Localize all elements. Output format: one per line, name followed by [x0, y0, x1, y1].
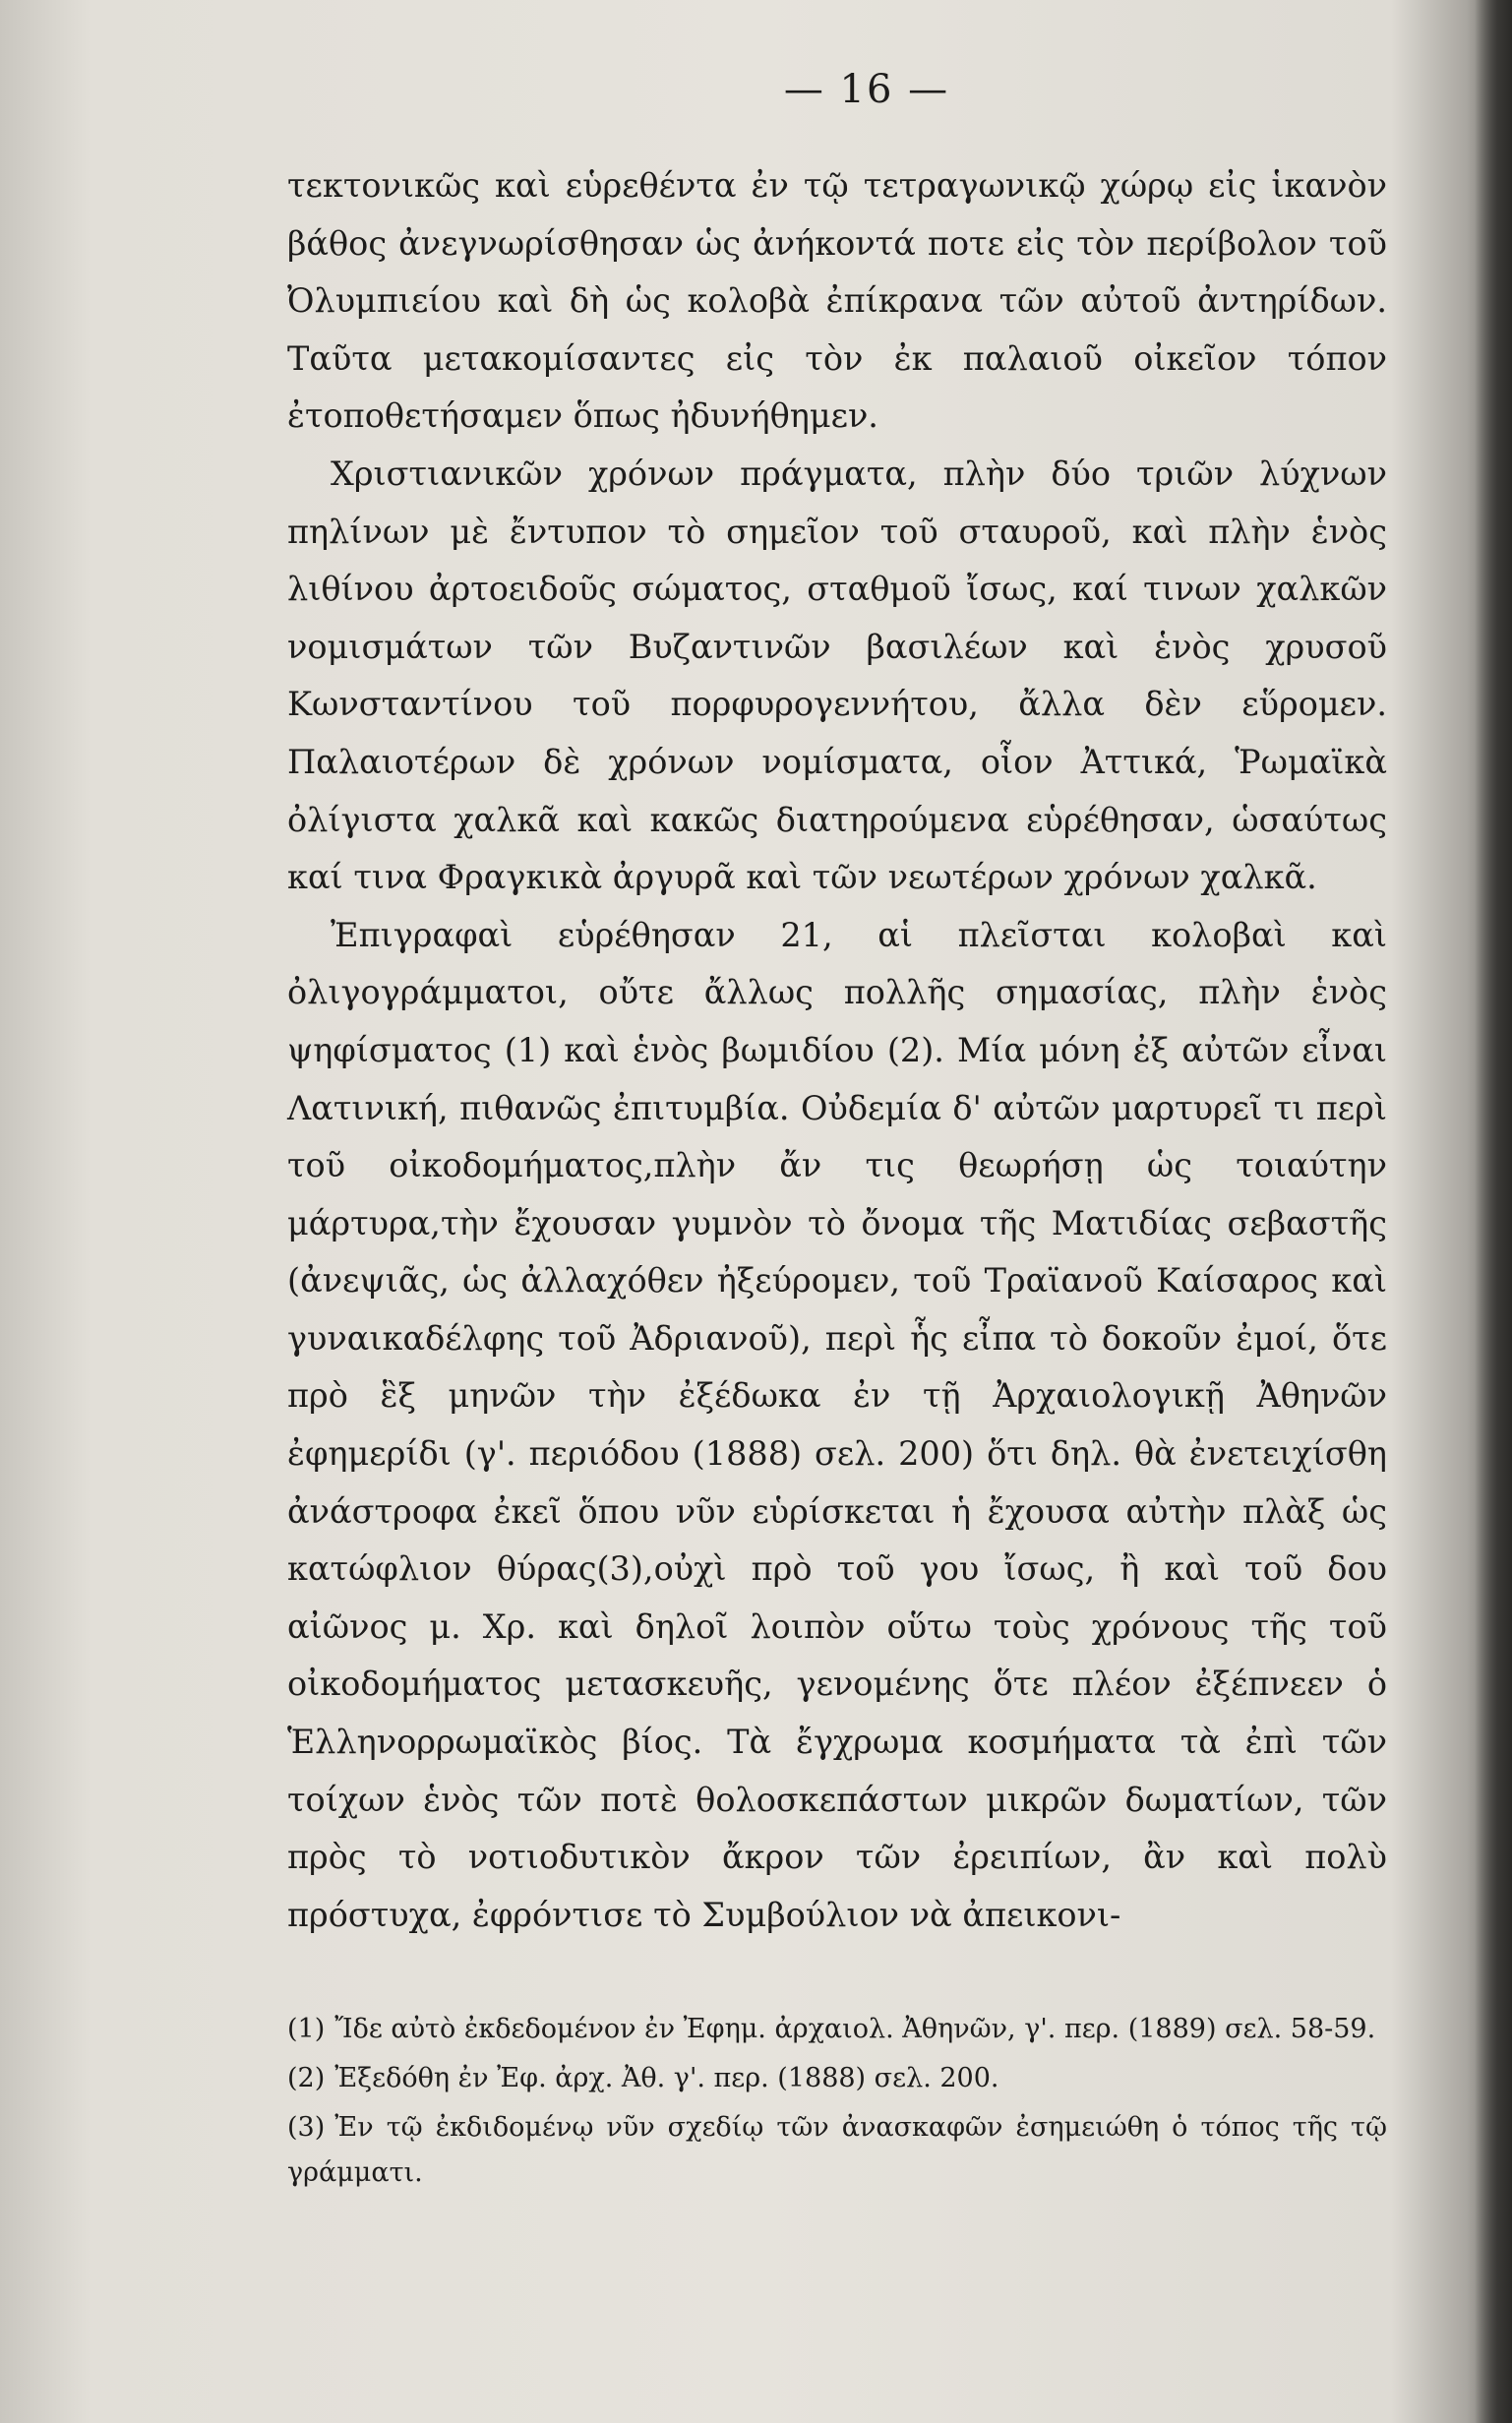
page-number: — 16 —: [783, 67, 950, 112]
footnotes: [287, 2007, 1387, 2196]
footnote-mark: (1): [287, 2014, 326, 2045]
paragraph-2: Χριστιανικῶν χρόνων πράγματα, πλὴν δύο τριῶν λύχνων πηλίνων μὲ ἔντυπον τὸ σημεῖον τοῦ σταυροῦ, καὶ πλὴν ἑνὸς λιθίνου ἀρτοειδοῦς σώματος, σταθμοῦ ἴσως, καί τινων χαλκῶν νομισμάτων τῶν Βυζαντινῶν βασιλέων καὶ ἑνὸς χρυσοῦ Κωνσταντίνου τοῦ πορφυρογεννήτου, ἄλλα δὲν εὕρομεν. Παλαιοτέρων δὲ χρόνων νομίσματα, οἷον Ἀττικά, Ῥωμαϊκὰ ὀλίγιστα χαλκᾶ καὶ κακῶς διατηρούμενα εὑρέθησαν, ὡσαύτως καί τινα Φραγκικὰ ἀργυρᾶ καὶ τῶν νεωτέρων χρόνων χαλκᾶ.: [287, 454, 1387, 897]
footnote-mark: (3): [287, 2112, 326, 2144]
footnote-text: Ἐν τῷ ἐκδιδομένῳ νῦν σχεδίῳ τῶν ἀνασκαφῶν ἐσημειώθη ὁ τόπος τῆς τῷ γράμματι.: [287, 2112, 1387, 2189]
page-content: [287, 61, 1387, 2200]
footnote-2: [287, 2056, 1387, 2101]
footnote-mark: (2): [287, 2063, 326, 2094]
footnote-3: [287, 2105, 1387, 2196]
body-text: [287, 157, 1387, 1944]
paragraph-3: Ἐπιγραφαὶ εὑρέθησαν 21, αἱ πλεῖσται κολοβαὶ καὶ ὀλιγογράμματοι, οὔτε ἄλλως πολλῆς σημασίας, πλὴν ἑνὸς ψηφίσματος (1) καὶ ἑνὸς βωμιδίου (2). Μία μόνη ἐξ αὐτῶν εἶναι Λατινική, πιθανῶς ἐπιτυμβία. Οὐδεμία δ' αὐτῶν μαρτυρεῖ τι περὶ τοῦ οἰκοδομήματος,πλὴν ἄν τις θεωρήσῃ ὡς τοιαύτην μάρτυρα,τὴν ἔχουσαν γυμνὸν τὸ ὄνομα τῆς Ματιδίας σεβαστῆς (ἀνεψιᾶς, ὡς ἀλλαχόθεν ἠξεύρομεν, τοῦ Τραϊανοῦ Καίσαρος καὶ γυναικαδέλφης τοῦ Ἀδριανοῦ), περὶ ἧς εἶπα τὸ δοκοῦν ἐμοί, ὅτε πρὸ ἓξ μηνῶν τὴν ἐξέδωκα ἐν τῇ Ἀρχαιολογικῇ Ἀθηνῶν ἐφημερίδι (γ'. περιόδου (1888) σελ. 200) ὅτι δηλ. θὰ ἐνετειχίσθη ἀνάστροφα ἐκεῖ ὅπου νῦν εὑρίσκεται ἡ ἔχουσα αὐτὴν πλὰξ ὡς κατώφλιον θύρας(3),οὐχὶ πρὸ τοῦ γου ἴσως, ἢ καὶ τοῦ δου αἰῶνος μ. Χρ. καὶ δηλοῖ λοιπὸν οὕτω τοὺς χρόνους τῆς τοῦ οἰκοδομήματος μετασκευῆς, γενομένης ὅτε πλέον ἐξέπνεεν ὁ Ἑλληνορρωμαϊκὸς βίος. Τὰ ἔγχρωμα κοσμήματα τὰ ἐπὶ τῶν τοίχων ἑνὸς τῶν ποτὲ θολοσκεπάστων μικρῶν δωματίων, τῶν πρὸς τὸ νοτιοδυτικὸν ἄκρον τῶν ἐρειπίων, ἂν καὶ πολὺ πρόστυχα, ἐφρόντισε τὸ Συμβούλιον νὰ ἀπεικονι-: [287, 915, 1387, 1934]
footnote-text: Ἐξεδόθη ἐν Ἐφ. ἀρχ. Ἀθ. γ'. περ. (1888) σελ. 200.: [334, 2063, 999, 2094]
page-binding-shadow: [1475, 0, 1512, 2423]
footnote-text: Ἴδε αὐτὸ ἐκδεδομένον ἐν Ἐφημ. ἀρχαιολ. Ἀθηνῶν, γ'. περ. (1889) σελ. 58-59.: [334, 2014, 1376, 2045]
footnote-1: [287, 2007, 1387, 2052]
paragraph-1: τεκτονικῶς καὶ εὑρεθέντα ἐν τῷ τετραγωνικῷ χώρῳ εἰς ἱκανὸν βάθος ἀνεγνωρίσθησαν ὡς ἀνήκοντά ποτε εἰς τὸν περίβολον τοῦ Ὀλυμπιείου καὶ δὴ ὡς κολοβὰ ἐπίκρανα τῶν αὐτοῦ ἀντηρίδων. Ταῦτα μετακομίσαντες εἰς τὸν ἐκ παλαιοῦ οἰκεῖον τόπον ἐτοποθετήσαμεν ὅπως ἠδυνήθημεν.: [287, 166, 1387, 436]
